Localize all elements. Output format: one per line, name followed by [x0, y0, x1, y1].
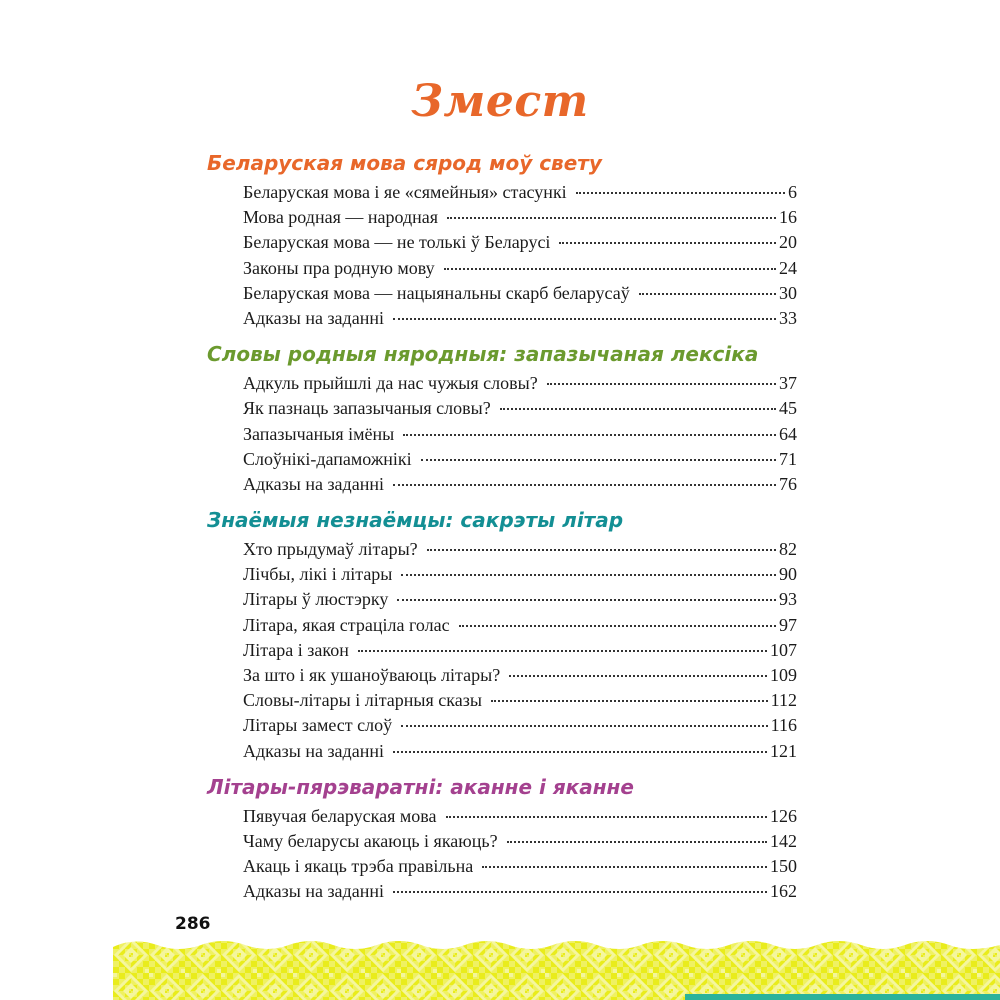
toc-entry	[243, 829, 797, 854]
entry-title: Літара, якая страціла голас	[243, 614, 450, 635]
dot-leader	[509, 675, 767, 677]
entry-title: Лічбы, лікі і літары	[243, 564, 393, 585]
dot-leader	[427, 549, 776, 551]
entry-page: 30	[779, 282, 797, 303]
entry-page: 97	[779, 614, 797, 635]
section-entries	[243, 180, 797, 331]
toc-entry	[243, 562, 797, 587]
dot-leader	[500, 408, 776, 410]
entry-page: 112	[770, 690, 797, 711]
dot-leader	[547, 383, 776, 385]
entry-page: 162	[770, 881, 797, 902]
dot-leader	[358, 650, 767, 652]
entry-title: Адказы на заданні	[243, 473, 384, 494]
dot-leader	[393, 891, 767, 893]
entry-title: Адказы на заданні	[243, 740, 384, 761]
section-entries	[243, 371, 797, 497]
toc-entry	[243, 587, 797, 612]
section-title: Літары-пярэваратні: аканне і яканне	[207, 774, 634, 799]
toc-entry	[243, 180, 797, 205]
entry-page: 121	[770, 740, 797, 761]
section-title: Словы родныя няродныя: запазычаная лексіка	[207, 342, 759, 367]
entry-title: За што і як ушаноўваюць літары?	[243, 665, 501, 685]
toc-entry	[243, 663, 797, 688]
toc-entry	[243, 447, 797, 472]
dot-leader	[639, 293, 776, 295]
dot-leader	[491, 700, 768, 702]
dot-leader	[403, 434, 776, 436]
toc-entry	[243, 804, 797, 829]
entry-title: Запазычаныя імёны	[243, 423, 395, 444]
toc-entry	[243, 613, 797, 638]
entry-page: 93	[779, 589, 797, 610]
entry-page: 90	[779, 564, 797, 585]
entry-title: Хто прыдумаў літары?	[243, 539, 418, 560]
dot-leader	[576, 192, 785, 194]
entry-page: 82	[779, 539, 797, 560]
entry-title: Беларуская мова — нацыянальны скарб беларусаў	[243, 282, 630, 303]
section-title: Беларуская мова сярод моў свету	[207, 151, 602, 175]
toc-entry	[243, 537, 797, 562]
dot-leader	[397, 599, 776, 601]
dot-leader	[401, 574, 776, 576]
entry-page: 76	[779, 473, 797, 494]
entry-page: 116	[770, 715, 797, 736]
ornament-band	[113, 937, 1000, 1000]
dot-leader	[507, 841, 767, 843]
table-of-contents	[207, 150, 797, 915]
entry-title: Слоўнікі-дапаможнікі	[243, 448, 412, 469]
section-entries	[243, 537, 797, 764]
entry-page: 20	[779, 232, 797, 253]
dot-leader	[459, 625, 776, 627]
toc-entry	[243, 472, 797, 497]
toc-entry	[243, 256, 797, 281]
entry-title: Беларуская мова і яе «сямейныя» стасункі	[243, 182, 567, 202]
entry-page: 142	[770, 830, 797, 851]
entry-title: Законы пра родную мову	[243, 257, 435, 278]
entry-page: 64	[779, 423, 797, 444]
entry-title: Адказы на заданні	[243, 307, 384, 328]
entry-page: 150	[770, 856, 797, 877]
entry-title: Адкуль прыйшлі да нас чужыя словы?	[243, 373, 538, 394]
dot-leader	[444, 268, 776, 270]
entry-page: 6	[788, 182, 797, 202]
dot-leader	[559, 242, 776, 244]
entry-page: 33	[779, 307, 797, 328]
dot-leader	[393, 318, 776, 320]
entry-page: 24	[779, 257, 797, 278]
entry-page: 16	[779, 207, 797, 228]
entry-title: Чаму беларусы акаюць і якаюць?	[243, 830, 498, 851]
toc-entry	[243, 306, 797, 331]
entry-title: Літара і закон	[243, 639, 349, 660]
toc-entry	[243, 281, 797, 306]
section-entries	[243, 804, 797, 905]
entry-title: Літары ў люстэрку	[243, 589, 389, 610]
page-title: Змест	[411, 76, 589, 127]
entry-page: 37	[779, 373, 797, 394]
dot-leader	[401, 725, 768, 727]
toc-entry	[243, 688, 797, 713]
toc-entry	[243, 879, 797, 904]
toc-entry	[243, 396, 797, 421]
dot-leader	[421, 459, 776, 461]
section-title: Знаёмыя незнаёмцы: сакрэты літар	[207, 508, 624, 533]
entry-page: 126	[770, 805, 797, 826]
entry-title: Пявучая беларуская мова	[243, 805, 437, 826]
toc-entry	[243, 371, 797, 396]
toc-entry	[243, 854, 797, 879]
toc-entry	[243, 638, 797, 663]
dot-leader	[446, 816, 768, 818]
toc-entry	[243, 422, 797, 447]
toc-entry	[243, 713, 797, 738]
toc-entry	[243, 205, 797, 230]
entry-page: 107	[770, 639, 797, 660]
entry-title: Як пазнаць запазычаныя словы?	[243, 398, 491, 419]
entry-page: 45	[779, 398, 797, 419]
dot-leader	[393, 751, 767, 753]
entry-page: 109	[770, 665, 797, 685]
dot-leader	[482, 866, 767, 868]
entry-title: Літары замест слоў	[243, 715, 393, 736]
entry-title: Акаць і якаць трэба правільна	[243, 856, 474, 877]
toc-entry	[243, 230, 797, 255]
entry-title: Адказы на заданні	[243, 881, 384, 902]
page-number: 286	[175, 914, 211, 934]
entry-title: Мова родная — народная	[243, 207, 439, 228]
entry-title: Словы-літары і літарныя сказы	[243, 690, 482, 711]
toc-entry	[243, 739, 797, 764]
dot-leader	[393, 484, 776, 486]
entry-title: Беларуская мова — не толькі ў Беларусі	[243, 232, 551, 253]
entry-page: 71	[779, 448, 797, 469]
dot-leader	[447, 217, 776, 219]
